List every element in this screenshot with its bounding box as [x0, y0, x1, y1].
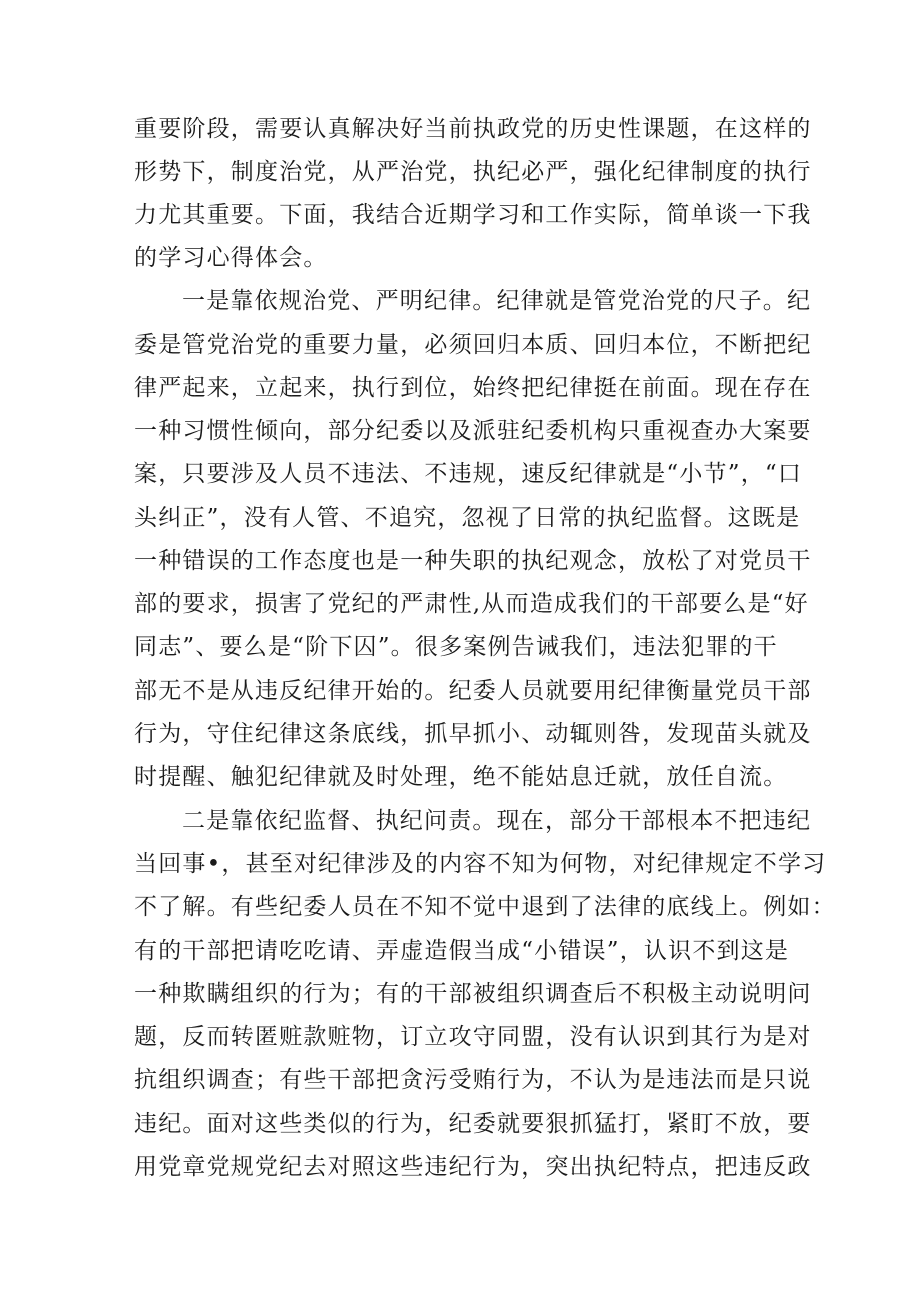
text-line: 一种错误的工作态度也是一种失职的执纪观念，放松了对党员干	[134, 548, 812, 574]
text-line: 不了解。有些纪委人员在不知不觉中退到了法律的底线上。例如：	[134, 894, 836, 920]
text-line: 一种欺瞒组织的行为；有的干部被组织调查后不积极主动说明问	[134, 981, 812, 1007]
paragraph-2-first-line: 二是靠依纪监督、执纪问责。现在，部分干部根本不把违纪	[182, 808, 812, 834]
paragraph-1-first-line: 一是靠依规治党、严明纪律。纪律就是管党治党的尺子。纪	[182, 288, 812, 314]
text-line: 头纠正”，没有人管、不追究，忽视了日常的执纪监督。这既是	[134, 505, 801, 531]
text-line: 力尤其重要。下面，我结合近期学习和工作实际，简单谈一下我	[134, 202, 812, 228]
text-line: 形势下，制度治党，从严治党，执纪必严，强化纪律制度的执行	[134, 159, 812, 185]
text-line: 时提醒、触犯纪律就及时处理，绝不能姑息迁就，放任自流。	[134, 764, 788, 790]
text-line: 一种习惯性倾向，部分纪委以及派驻纪委机构只重视查办大案要	[134, 418, 812, 444]
text-line: 部无不是从违反纪律开始的。纪委人员就要用纪律衡量党员干部	[134, 678, 812, 704]
text-line: 律严起来，立起来，执行到位，始终把纪律挺在前面。现在存在	[134, 375, 812, 401]
text-line: 同志”、要么是“阶下囚”。很多案例告诫我们，违法犯罪的干	[134, 634, 778, 660]
text-line: 违纪。面对这些类似的行为，纪委就要狠抓猛打，紧盯不放，要	[134, 1111, 812, 1137]
text-line: 的学习心得体会。	[134, 245, 328, 271]
text-line: 用党章党规党纪去对照这些违纪行为，突出执纪特点，把违反政	[134, 1154, 812, 1180]
text-line: 重要阶段，需要认真解决好当前执政党的历史性课题，在这样的	[134, 116, 812, 142]
text-line: 委是管党治党的重要力量，必须回归本质、回归本位，不断把纪	[134, 332, 812, 358]
text-line: 题，反而转匿赃款赃物，订立攻守同盟，没有认识到其行为是对	[134, 1024, 812, 1050]
text-line: 行为，守住纪律这条底线，抓早抓小、动辄则咎，发现苗头就及	[134, 721, 812, 747]
text-line: 有的干部把请吃吃请、弄虚造假当成“小错误”，认识不到这是	[134, 938, 790, 964]
text-line: 部的要求，损害了党纪的严肃性,从而造成我们的干部要么是“好	[134, 591, 809, 617]
text-line: 抗组织调查；有些干部把贪污受贿行为，不认为是违法而是只说	[134, 1067, 812, 1093]
text-line: 案，只要涉及人员不违法、不违规，速反纪律就是“小节”，“口	[134, 461, 803, 487]
text-line: 当回事•，甚至对纪律涉及的内容不知为何物，对纪律规定不学习	[134, 851, 827, 877]
